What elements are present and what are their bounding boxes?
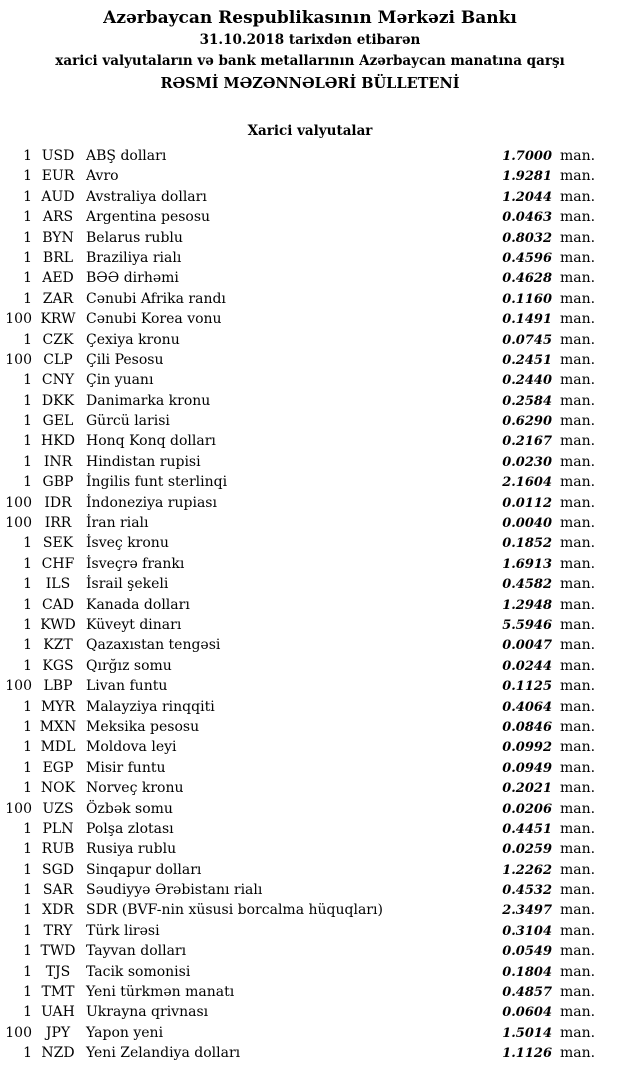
currency-name: Hindistan rupisi	[86, 453, 201, 470]
currency-name: İran rialı	[86, 515, 149, 532]
currency-name: İsrail şekeli	[86, 576, 169, 593]
unit-label: man.	[560, 739, 596, 756]
nominal-amount: 100	[5, 351, 32, 368]
currency-name: Belarus rublu	[86, 229, 183, 246]
currency-code: SEK	[42, 535, 74, 552]
currency-code: JPY	[45, 1024, 71, 1041]
unit-label: man.	[560, 678, 596, 695]
currency-row-irr	[0, 513, 620, 533]
currency-name: Çili Pesosu	[86, 351, 164, 368]
rate-value: 0.0040	[502, 516, 552, 532]
currency-code: SAR	[42, 882, 74, 899]
unit-label: man.	[560, 1004, 596, 1021]
currency-row-hkd	[0, 431, 620, 451]
currency-row-krw	[0, 309, 620, 329]
currency-name: Özbək somu	[86, 800, 173, 817]
currency-row-xdr	[0, 900, 620, 920]
currency-row-uah	[0, 1002, 620, 1022]
unit-label: man.	[560, 718, 596, 735]
currency-name: Çin yuanı	[86, 372, 154, 389]
nominal-amount: 1	[23, 270, 32, 287]
currency-name: Yeni türkmən manatı	[86, 984, 235, 1001]
currency-row-zar	[0, 289, 620, 309]
nominal-amount: 1	[23, 453, 32, 470]
currency-code: IDR	[44, 494, 72, 511]
rate-value: 0.2584	[502, 393, 552, 409]
currency-row-jpy	[0, 1023, 620, 1043]
rate-value: 0.1852	[502, 536, 552, 552]
currency-code: EUR	[41, 168, 75, 185]
currency-row-nzd	[0, 1043, 620, 1063]
currency-name: Tacik somonisi	[86, 963, 191, 980]
currency-row-sar	[0, 880, 620, 900]
nominal-amount: 100	[5, 800, 32, 817]
currency-row-kwd	[0, 615, 620, 635]
currency-code: USD	[41, 148, 75, 164]
currency-code: INR	[43, 453, 73, 470]
currency-row-aud	[0, 187, 620, 207]
currency-name: BƏƏ dirhəmi	[86, 270, 179, 287]
rate-value: 0.8032	[502, 230, 552, 246]
currency-name: İndoneziya rupiası	[86, 494, 217, 511]
currency-row-brl	[0, 248, 620, 268]
rate-value: 0.0549	[502, 944, 552, 960]
nominal-amount: 1	[23, 474, 32, 491]
currency-code: NZD	[41, 1045, 75, 1062]
rate-value: 0.3104	[502, 923, 552, 939]
nominal-amount: 1	[23, 249, 32, 266]
nominal-amount: 1	[23, 392, 32, 409]
currency-code: BYN	[42, 229, 74, 246]
currency-name: Cənubi Korea vonu	[86, 311, 222, 328]
currency-row-kzt	[0, 635, 620, 655]
rate-value: 0.0230	[502, 454, 552, 470]
currency-name: ABŞ dolları	[86, 148, 167, 164]
unit-label: man.	[560, 820, 596, 837]
rate-value: 1.2948	[502, 597, 552, 613]
currency-code: TWD	[40, 943, 76, 960]
rate-value: 0.4532	[502, 883, 552, 899]
rate-value: 5.5946	[502, 617, 552, 633]
rate-value: 1.6913	[502, 556, 552, 572]
rate-value: 0.2021	[502, 781, 552, 797]
currency-row-uzs	[0, 799, 620, 819]
unit-label: man.	[560, 474, 596, 491]
unit-label: man.	[560, 922, 596, 939]
bank-title: Azərbaycan Respublikasının Mərkəzi Bankı	[103, 8, 517, 28]
unit-label: man.	[560, 984, 596, 1001]
unit-label: man.	[560, 413, 596, 430]
unit-label: man.	[560, 453, 596, 470]
currency-name: Gürcü larisi	[86, 413, 170, 430]
nominal-amount: 1	[23, 596, 32, 613]
unit-label: man.	[560, 188, 596, 205]
rate-value: 1.2044	[502, 189, 552, 205]
currency-row-chf	[0, 554, 620, 574]
currency-name: Norveç kronu	[86, 780, 184, 797]
unit-label: man.	[560, 290, 596, 307]
unit-label: man.	[560, 576, 596, 593]
nominal-amount: 1	[23, 331, 32, 348]
unit-label: man.	[560, 657, 596, 674]
currency-code: TMT	[41, 984, 75, 1001]
rate-value: 2.1604	[502, 475, 552, 491]
nominal-amount: 1	[23, 861, 32, 878]
rate-value: 0.0244	[502, 658, 552, 674]
currency-name: Polşa zlotası	[86, 820, 174, 837]
currency-code: GEL	[42, 413, 74, 430]
rate-value: 1.1126	[502, 1046, 552, 1062]
currency-row-eur	[0, 166, 620, 186]
unit-label: man.	[560, 270, 596, 287]
unit-label: man.	[560, 698, 596, 715]
currency-row-inr	[0, 452, 620, 472]
currency-code: LBP	[43, 678, 73, 695]
unit-label: man.	[560, 637, 596, 654]
unit-label: man.	[560, 616, 596, 633]
currency-name: Honq Konq dolları	[86, 433, 216, 450]
nominal-amount: 100	[5, 678, 32, 695]
section-title-foreign-currencies: Xarici valyutalar	[247, 123, 373, 139]
currency-name: Argentina pesosu	[86, 209, 211, 226]
rate-value: 0.1491	[502, 312, 552, 328]
currency-row-idr	[0, 493, 620, 513]
currency-row-byn	[0, 228, 620, 248]
currency-code: AED	[42, 270, 74, 287]
rate-value: 0.6290	[502, 414, 552, 430]
rate-value: 0.0047	[502, 638, 552, 654]
unit-label: man.	[560, 1024, 596, 1041]
currency-name: Tayvan dolları	[86, 943, 187, 960]
unit-label: man.	[560, 148, 596, 164]
currency-name: Ukrayna qrivnası	[86, 1004, 209, 1021]
rate-value: 0.0604	[502, 1005, 552, 1021]
rate-value: 1.5014	[502, 1025, 552, 1041]
currency-name: Qazaxıstan tengəsi	[86, 637, 221, 654]
nominal-amount: 1	[23, 739, 32, 756]
unit-label: man.	[560, 168, 596, 185]
nominal-amount: 1	[23, 902, 32, 919]
currency-code: GBP	[42, 474, 74, 491]
currency-row-czk	[0, 330, 620, 350]
currency-row-tjs	[0, 962, 620, 982]
currency-name: İsveçrə frankı	[86, 555, 185, 572]
currency-name: Yeni Zelandiya dolları	[86, 1045, 241, 1062]
rate-value: 0.4596	[502, 250, 552, 266]
currency-row-rub	[0, 839, 620, 859]
currency-row-lbp	[0, 676, 620, 696]
currency-name: Sinqapur dolları	[86, 861, 202, 878]
unit-label: man.	[560, 433, 596, 450]
nominal-amount: 100	[5, 494, 32, 511]
currency-name: Çexiya kronu	[86, 331, 180, 348]
unit-label: man.	[560, 209, 596, 226]
rate-value: 0.4628	[502, 271, 552, 287]
currency-row-sek	[0, 533, 620, 553]
currency-code: XDR	[42, 902, 74, 919]
nominal-amount: 1	[23, 555, 32, 572]
nominal-amount: 1	[23, 616, 32, 633]
nominal-amount: 1	[23, 984, 32, 1001]
rate-value: 0.4451	[502, 821, 552, 837]
unit-label: man.	[560, 800, 596, 817]
rate-value: 0.1804	[502, 964, 552, 980]
currency-code: TJS	[45, 963, 71, 980]
currency-code: ILS	[45, 576, 71, 593]
rate-value: 2.3497	[502, 903, 552, 919]
rate-value: 0.0949	[502, 760, 552, 776]
currency-name: Rusiya rublu	[86, 841, 177, 858]
currency-name: Avro	[86, 168, 119, 185]
rate-value: 0.1160	[502, 291, 552, 307]
effective-date-line: 31.10.2018 tarixdən etibarən	[199, 32, 421, 48]
currency-name: Livan funtu	[86, 678, 168, 695]
unit-label: man.	[560, 943, 596, 960]
nominal-amount: 1	[23, 188, 32, 205]
currency-row-gel	[0, 411, 620, 431]
currency-row-mdl	[0, 737, 620, 757]
currency-code: KZT	[43, 637, 73, 654]
unit-label: man.	[560, 249, 596, 266]
unit-label: man.	[560, 759, 596, 776]
currency-row-dkk	[0, 391, 620, 411]
currency-row-mxn	[0, 717, 620, 737]
currency-name: Braziliya rialı	[86, 249, 182, 266]
unit-label: man.	[560, 596, 596, 613]
currency-name: İngilis funt sterlinqi	[86, 474, 228, 491]
nominal-amount: 1	[23, 718, 32, 735]
currency-name: SDR (BVF-nin xüsusi borcalma hüquqları)	[86, 902, 383, 919]
currency-code: CLP	[43, 351, 73, 368]
nominal-amount: 100	[5, 515, 32, 532]
currency-code: MXN	[39, 718, 77, 735]
nominal-amount: 1	[23, 759, 32, 776]
rate-value: 0.0745	[502, 332, 552, 348]
rate-value: 0.4582	[502, 577, 552, 593]
rate-value: 0.0259	[502, 842, 552, 858]
currency-code: UAH	[41, 1004, 75, 1021]
currency-row-nok	[0, 778, 620, 798]
currency-code: MYR	[40, 698, 76, 715]
rate-value: 1.2262	[502, 862, 552, 878]
nominal-amount: 1	[23, 413, 32, 430]
unit-label: man.	[560, 861, 596, 878]
currency-code: EGP	[42, 759, 74, 776]
currency-row-tmt	[0, 982, 620, 1002]
rate-value: 0.2451	[502, 352, 552, 368]
currency-row-cny	[0, 370, 620, 390]
currency-row-myr	[0, 697, 620, 717]
nominal-amount: 100	[5, 311, 32, 328]
rate-value: 0.0206	[502, 801, 552, 817]
unit-label: man.	[560, 780, 596, 797]
nominal-amount: 1	[23, 657, 32, 674]
currency-code: CAD	[41, 596, 75, 613]
currency-code: DKK	[41, 392, 75, 409]
currency-code: IRR	[44, 515, 72, 532]
currency-code: MDL	[40, 739, 76, 756]
currency-code: CZK	[42, 331, 74, 348]
subject-line: xarici valyutaların və bank metallarının Azərbaycan manatına qarşı	[55, 53, 565, 69]
nominal-amount: 1	[23, 229, 32, 246]
currency-code: TRY	[43, 922, 73, 939]
currency-row-twd	[0, 941, 620, 961]
currency-name: Meksika pesosu	[86, 718, 200, 735]
currency-row-try	[0, 921, 620, 941]
currency-name: Kanada dolları	[86, 596, 190, 613]
unit-label: man.	[560, 882, 596, 899]
unit-label: man.	[560, 372, 596, 389]
currency-row-usd	[0, 146, 620, 166]
unit-label: man.	[560, 494, 596, 511]
rate-value: 0.2167	[502, 434, 552, 450]
rate-value: 0.0112	[502, 495, 552, 511]
rate-value: 0.0992	[502, 740, 552, 756]
nominal-amount: 1	[23, 148, 32, 164]
bulletin-title: RƏSMİ MƏZƏNNƏLƏRİ BÜLLETENİ	[160, 75, 460, 92]
currency-code: UZS	[42, 800, 74, 817]
currency-code: CHF	[41, 555, 75, 572]
currency-code: KGS	[42, 657, 74, 674]
unit-label: man.	[560, 311, 596, 328]
currency-row-pln	[0, 819, 620, 839]
nominal-amount: 1	[23, 1004, 32, 1021]
currency-code: AUD	[41, 188, 75, 205]
unit-label: man.	[560, 331, 596, 348]
nominal-amount: 1	[23, 820, 32, 837]
currency-code: ZAR	[42, 290, 74, 307]
currency-name: Malayziya rinqqiti	[86, 698, 215, 715]
nominal-amount: 1	[23, 637, 32, 654]
currency-code: CNY	[41, 372, 75, 389]
nominal-amount: 1	[23, 943, 32, 960]
rate-value: 0.0463	[502, 210, 552, 226]
nominal-amount: 1	[23, 698, 32, 715]
unit-label: man.	[560, 229, 596, 246]
currency-code: SGD	[42, 861, 74, 878]
nominal-amount: 1	[23, 168, 32, 185]
nominal-amount: 100	[5, 1024, 32, 1041]
currency-row-clp	[0, 350, 620, 370]
nominal-amount: 1	[23, 535, 32, 552]
nominal-amount: 1	[23, 780, 32, 797]
rate-value: 0.4064	[502, 699, 552, 715]
currency-name: Yapon yeni	[86, 1024, 164, 1041]
currency-row-aed	[0, 268, 620, 288]
currency-name: Küveyt dinarı	[86, 616, 182, 633]
currency-name: Misir funtu	[86, 759, 166, 776]
currency-code: PLN	[42, 820, 74, 837]
nominal-amount: 1	[23, 841, 32, 858]
currency-name: Türk lirəsi	[86, 922, 160, 939]
currency-code: KRW	[40, 311, 76, 328]
rate-value: 0.1125	[502, 679, 552, 695]
rate-value: 0.0846	[502, 719, 552, 735]
currency-name: Danimarka kronu	[86, 392, 211, 409]
unit-label: man.	[560, 963, 596, 980]
rate-value: 0.2440	[502, 373, 552, 389]
nominal-amount: 1	[23, 290, 32, 307]
currency-row-ils	[0, 574, 620, 594]
nominal-amount: 1	[23, 372, 32, 389]
currency-code: KWD	[40, 616, 76, 633]
nominal-amount: 1	[23, 882, 32, 899]
currency-name: İsveç kronu	[86, 535, 169, 552]
currency-name: Avstraliya dolları	[86, 188, 207, 205]
unit-label: man.	[560, 555, 596, 572]
rate-value: 1.9281	[502, 169, 552, 185]
currency-code: NOK	[40, 780, 76, 797]
nominal-amount: 1	[23, 1045, 32, 1062]
currency-row-egp	[0, 758, 620, 778]
bulletin-header	[0, 6, 620, 95]
unit-label: man.	[560, 392, 596, 409]
unit-label: man.	[560, 841, 596, 858]
nominal-amount: 1	[23, 922, 32, 939]
currency-code: ARS	[42, 209, 74, 226]
currency-code: HKD	[41, 433, 75, 450]
currency-row-gbp	[0, 472, 620, 492]
currency-row-sgd	[0, 860, 620, 880]
unit-label: man.	[560, 535, 596, 552]
nominal-amount: 1	[23, 576, 32, 593]
rate-value: 1.7000	[502, 149, 552, 164]
nominal-amount: 1	[23, 963, 32, 980]
currency-row-ars	[0, 207, 620, 227]
unit-label: man.	[560, 1045, 596, 1062]
currency-row-cad	[0, 595, 620, 615]
unit-label: man.	[560, 902, 596, 919]
currency-name: Qırğız somu	[86, 657, 172, 674]
currency-name: Səudiyyə Ərəbistanı rialı	[86, 882, 263, 899]
currency-name: Moldova leyi	[86, 739, 177, 756]
unit-label: man.	[560, 515, 596, 532]
nominal-amount: 1	[23, 433, 32, 450]
nominal-amount: 1	[23, 209, 32, 226]
currency-row-kgs	[0, 656, 620, 676]
currency-code: RUB	[41, 841, 75, 858]
currency-code: BRL	[42, 249, 74, 266]
unit-label: man.	[560, 351, 596, 368]
currency-name: Cənubi Afrika randı	[86, 290, 226, 307]
rate-value: 0.4857	[502, 985, 552, 1001]
currency-rates-table	[0, 146, 620, 1064]
